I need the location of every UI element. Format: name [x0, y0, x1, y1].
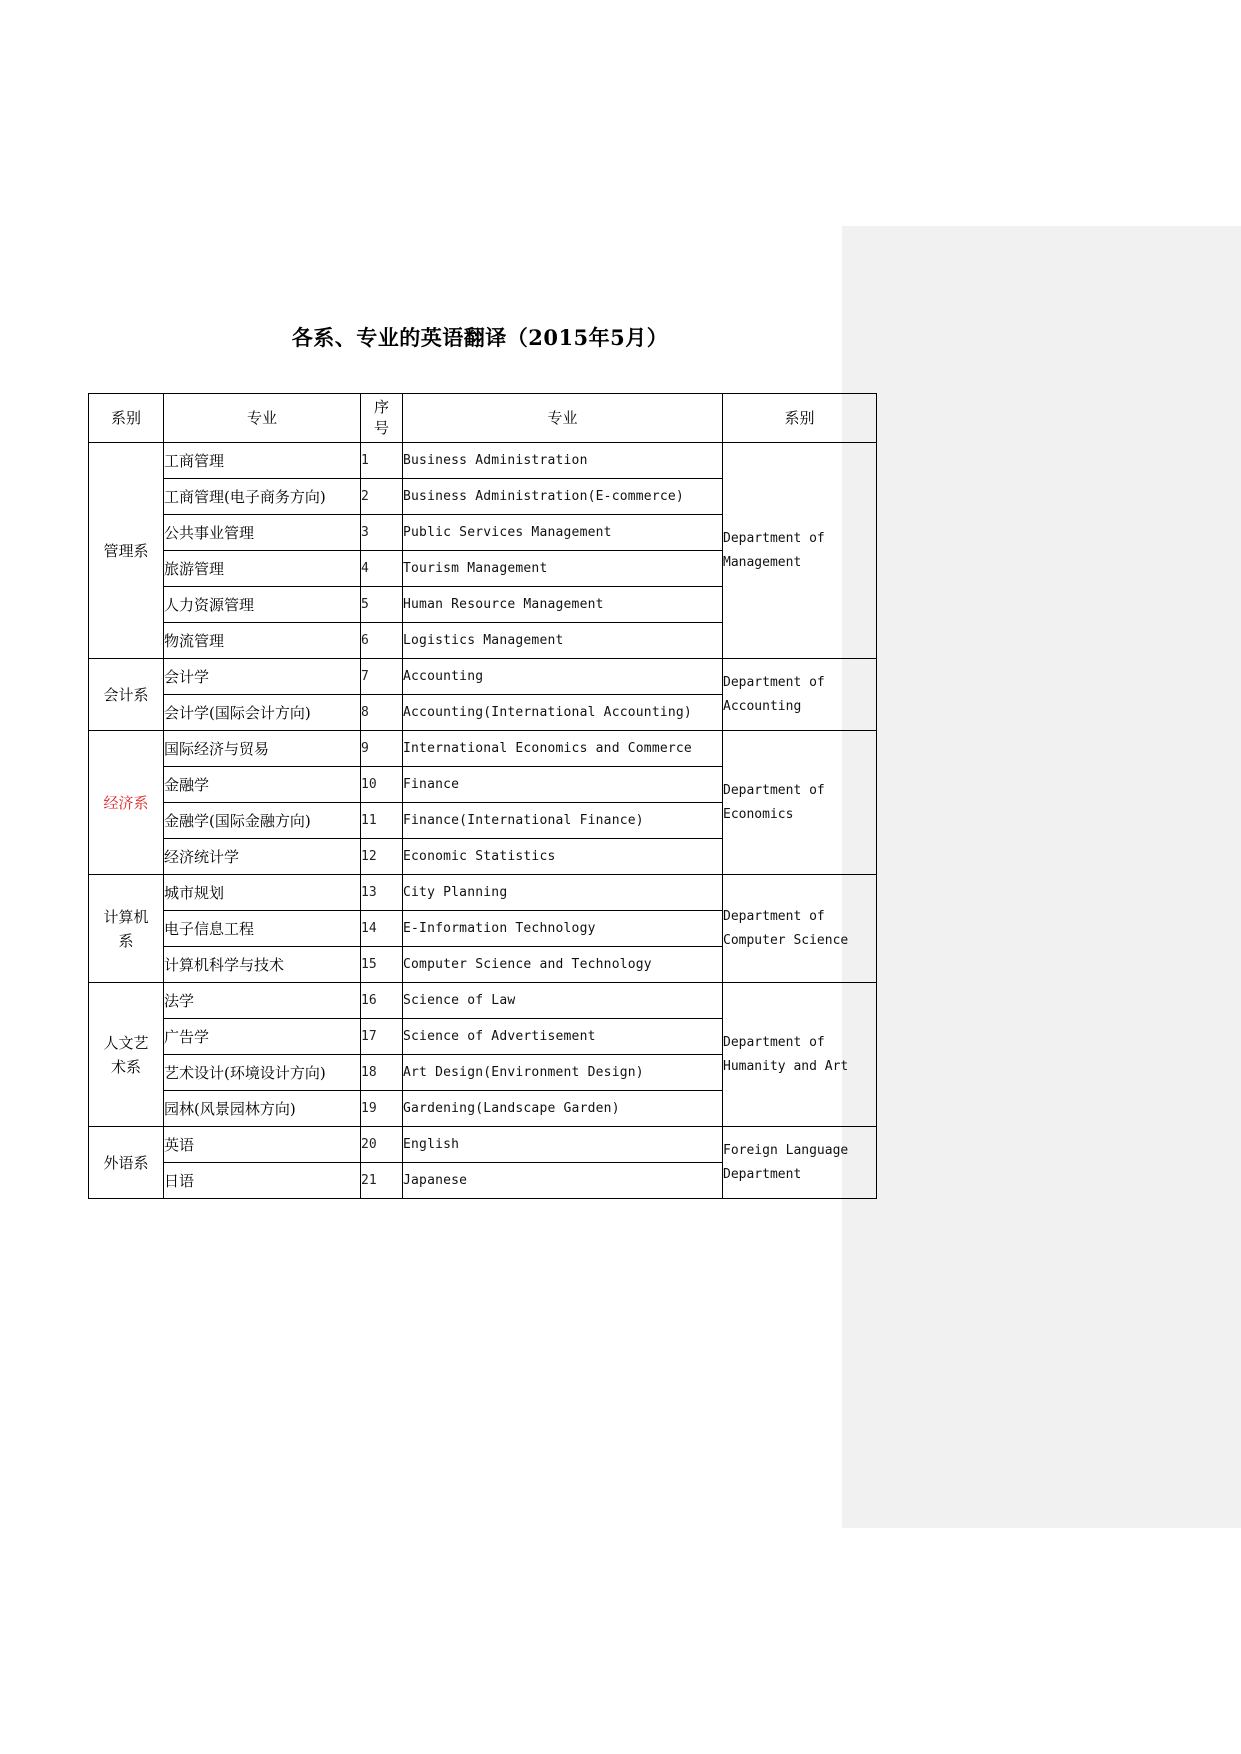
dept-cn-cell: [89, 659, 164, 731]
major-en-cell: Tourism Management: [403, 551, 723, 587]
dept-cn-line: 经济系: [103, 793, 149, 812]
major-cn-cell: 工商管理: [164, 443, 361, 479]
header-major-en: 专业: [403, 394, 723, 443]
dept-en-line: Department of: [723, 1034, 825, 1050]
dept-en-cell: [723, 731, 877, 875]
row-number-cell: 2: [361, 479, 403, 515]
comment-side-panel: [842, 226, 1241, 1528]
row-number-cell: 8: [361, 695, 403, 731]
major-en-cell: Science of Law: [403, 983, 723, 1019]
dept-cn-line: 计算机: [103, 907, 149, 926]
major-cn-cell: 日语: [164, 1163, 361, 1199]
major-en-cell: Business Administration: [403, 443, 723, 479]
row-number-cell: 21: [361, 1163, 403, 1199]
dept-en-line: Management: [723, 554, 802, 570]
major-cn-cell: 电子信息工程: [164, 911, 361, 947]
major-en-cell: Business Administration(E-commerce): [403, 479, 723, 515]
table-row: [89, 731, 877, 767]
majors-table: [88, 393, 877, 1199]
row-number-cell: 1: [361, 443, 403, 479]
major-en-cell: Computer Science and Technology: [403, 947, 723, 983]
table-body: [89, 443, 877, 1199]
dept-en-cell: [723, 875, 877, 983]
major-en-cell: Logistics Management: [403, 623, 723, 659]
row-number-cell: 6: [361, 623, 403, 659]
header-number-line1: 序: [373, 398, 389, 416]
major-cn-cell: 人力资源管理: [164, 587, 361, 623]
table-row: [89, 983, 877, 1019]
table-row: [89, 443, 877, 479]
dept-cn-line: 术系: [110, 1057, 141, 1076]
row-number-cell: 11: [361, 803, 403, 839]
major-cn-cell: 物流管理: [164, 623, 361, 659]
row-number-cell: 9: [361, 731, 403, 767]
row-number-cell: 18: [361, 1055, 403, 1091]
header-number-line2: 号: [373, 419, 389, 437]
dept-en-cell: [723, 659, 877, 731]
major-cn-cell: 国际经济与贸易: [164, 731, 361, 767]
major-cn-cell: 会计学: [164, 659, 361, 695]
major-cn-cell: 会计学(国际会计方向): [164, 695, 361, 731]
dept-cn-line: 人文艺: [103, 1033, 149, 1052]
dept-cn-cell: [89, 731, 164, 875]
dept-cn-line: 管理系: [103, 541, 149, 560]
row-number-cell: 10: [361, 767, 403, 803]
major-en-cell: Accounting(International Accounting): [403, 695, 723, 731]
major-cn-cell: 金融学: [164, 767, 361, 803]
major-cn-cell: 旅游管理: [164, 551, 361, 587]
dept-cn-cell: [89, 1127, 164, 1199]
dept-en-line: Department of: [723, 908, 825, 924]
major-en-cell: City Planning: [403, 875, 723, 911]
dept-cn-line: 外语系: [103, 1153, 149, 1172]
major-cn-cell: 法学: [164, 983, 361, 1019]
dept-en-line: Foreign Language: [723, 1142, 849, 1158]
row-number-cell: 17: [361, 1019, 403, 1055]
table-row: [89, 659, 877, 695]
dept-cn-line: 系: [118, 931, 134, 950]
dept-cn-line: 会计系: [103, 685, 149, 704]
row-number-cell: 14: [361, 911, 403, 947]
major-en-cell: Human Resource Management: [403, 587, 723, 623]
table-row: [89, 875, 877, 911]
dept-en-line: Computer Science: [723, 932, 849, 948]
dept-en-cell: [723, 983, 877, 1127]
major-en-cell: Japanese: [403, 1163, 723, 1199]
row-number-cell: 19: [361, 1091, 403, 1127]
dept-en-line: Department of: [723, 674, 825, 690]
dept-en-line: Department of: [723, 782, 825, 798]
row-number-cell: 20: [361, 1127, 403, 1163]
major-en-cell: E-Information Technology: [403, 911, 723, 947]
major-cn-cell: 艺术设计(环境设计方向): [164, 1055, 361, 1091]
major-en-cell: Accounting: [403, 659, 723, 695]
dept-en-line: Economics: [723, 806, 794, 822]
header-number: [361, 394, 403, 443]
row-number-cell: 12: [361, 839, 403, 875]
dept-en-line: Department of: [723, 530, 825, 546]
major-cn-cell: 城市规划: [164, 875, 361, 911]
major-cn-cell: 广告学: [164, 1019, 361, 1055]
dept-cn-cell: [89, 443, 164, 659]
major-en-cell: Economic Statistics: [403, 839, 723, 875]
dept-en-line: Accounting: [723, 698, 802, 714]
row-number-cell: 5: [361, 587, 403, 623]
dept-en-cell: [723, 1127, 877, 1199]
major-en-cell: Public Services Management: [403, 515, 723, 551]
row-number-cell: 15: [361, 947, 403, 983]
row-number-cell: 4: [361, 551, 403, 587]
dept-cn-cell: [89, 875, 164, 983]
major-cn-cell: 英语: [164, 1127, 361, 1163]
dept-en-cell: [723, 443, 877, 659]
document-title: 各系、专业的英语翻译（2015年5月）: [291, 325, 669, 350]
dept-en-line: Department: [723, 1166, 802, 1182]
row-number-cell: 7: [361, 659, 403, 695]
table-row: [89, 1127, 877, 1163]
dept-en-line: Humanity and Art: [723, 1058, 849, 1074]
row-number-cell: 3: [361, 515, 403, 551]
major-cn-cell: 园林(风景园林方向): [164, 1091, 361, 1127]
major-cn-cell: 公共事业管理: [164, 515, 361, 551]
header-dept-cn: 系别: [89, 394, 164, 443]
major-cn-cell: 金融学(国际金融方向): [164, 803, 361, 839]
major-en-cell: English: [403, 1127, 723, 1163]
major-en-cell: Gardening(Landscape Garden): [403, 1091, 723, 1127]
major-cn-cell: 计算机科学与技术: [164, 947, 361, 983]
major-en-cell: International Economics and Commerce: [403, 731, 723, 767]
major-en-cell: Finance: [403, 767, 723, 803]
header-dept-en: 系别: [723, 394, 877, 443]
major-cn-cell: 经济统计学: [164, 839, 361, 875]
row-number-cell: 16: [361, 983, 403, 1019]
major-en-cell: Finance(International Finance): [403, 803, 723, 839]
major-cn-cell: 工商管理(电子商务方向): [164, 479, 361, 515]
table-header-row: [89, 394, 877, 443]
dept-cn-cell: [89, 983, 164, 1127]
major-en-cell: Art Design(Environment Design): [403, 1055, 723, 1091]
header-major-cn: 专业: [164, 394, 361, 443]
major-en-cell: Science of Advertisement: [403, 1019, 723, 1055]
row-number-cell: 13: [361, 875, 403, 911]
